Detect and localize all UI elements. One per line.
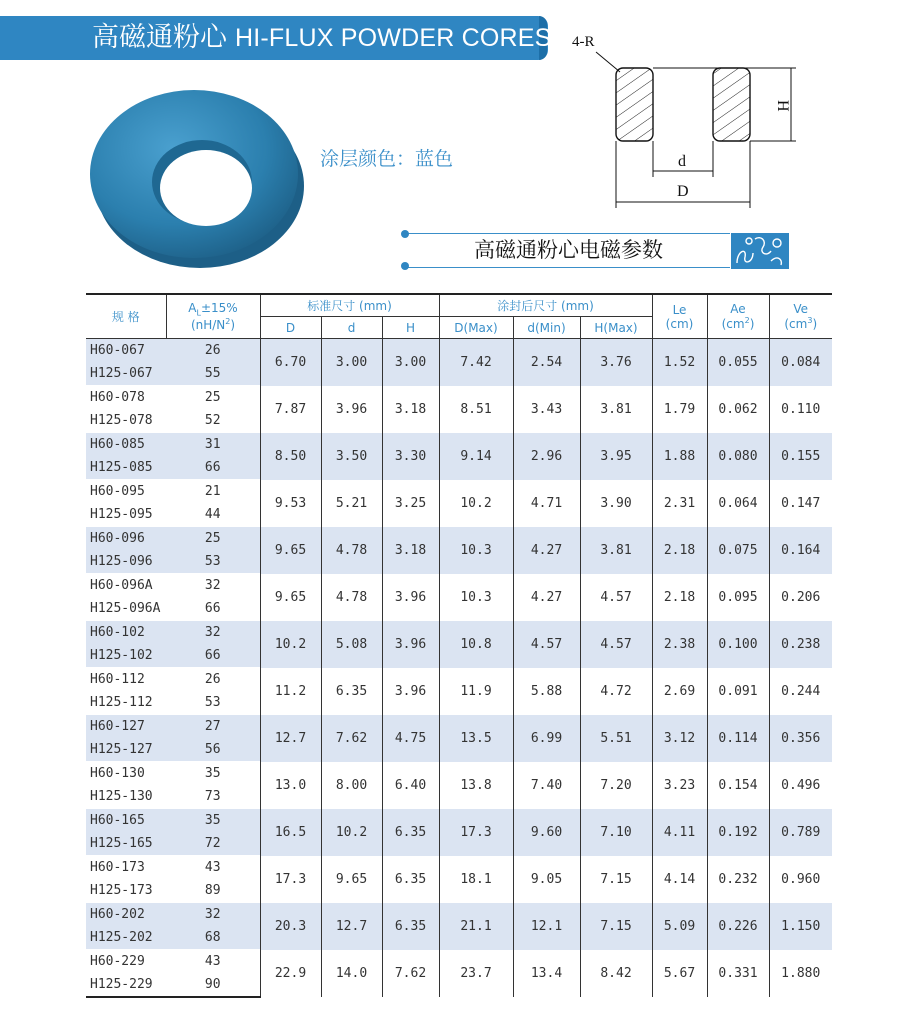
table-row <box>86 386 832 410</box>
col-ae-header <box>707 294 769 339</box>
al-subscript: L <box>196 308 201 318</box>
cell-dmax: 23.7 <box>439 950 513 998</box>
cell-dmin: 13.4 <box>513 950 580 998</box>
model-h125-cell: H125-173 <box>86 879 166 903</box>
cell-ve: 1.880 <box>769 950 832 998</box>
cell-hmax: 7.15 <box>580 903 652 950</box>
cell-d: 10.2 <box>260 621 321 668</box>
model-h125-cell: H125-096 <box>86 550 166 574</box>
cell-dmax: 7.42 <box>439 339 513 386</box>
col-dmin-header: d(Min) <box>513 317 580 339</box>
cell-d: 9.65 <box>321 856 382 903</box>
col-Dmax-header: D(Max) <box>439 317 513 339</box>
al-h125-cell: 55 <box>166 362 260 386</box>
cell-ve: 0.789 <box>769 809 832 856</box>
al-h125-cell: 66 <box>166 644 260 668</box>
table-row <box>86 339 832 363</box>
cell-ve: 0.164 <box>769 527 832 574</box>
cell-d: 9.53 <box>260 480 321 527</box>
cell-h: 3.30 <box>382 433 439 480</box>
cell-hmax: 5.51 <box>580 715 652 762</box>
bullet-dot <box>401 230 409 238</box>
cell-dmax: 13.8 <box>439 762 513 809</box>
ve-unit: (cm <box>784 317 808 331</box>
al-symbol: A <box>188 300 197 315</box>
model-h60-cell: H60-067 <box>86 339 166 363</box>
cell-dmax: 18.1 <box>439 856 513 903</box>
model-h60-cell: H60-078 <box>90 390 145 405</box>
cell-hmax: 7.15 <box>580 856 652 903</box>
cell-le: 3.23 <box>652 762 707 809</box>
col-d-header: d <box>321 317 382 339</box>
cell-d: 3.96 <box>321 386 382 433</box>
cell-h: 3.18 <box>382 386 439 433</box>
cell-dmin: 4.57 <box>513 621 580 668</box>
cell-le: 5.67 <box>652 950 707 998</box>
cell-h: 3.25 <box>382 480 439 527</box>
table-row <box>86 762 832 786</box>
al-h60-cell: 31 <box>166 433 260 457</box>
al-h125-cell: 66 <box>166 597 260 621</box>
model-h60-cell: H60-095 <box>90 484 145 499</box>
cell-le: 1.79 <box>652 386 707 433</box>
cell-ve: 0.110 <box>769 386 832 433</box>
cell-dmin: 4.27 <box>513 574 580 621</box>
cell-dmin: 4.71 <box>513 480 580 527</box>
cell-ve: 0.244 <box>769 668 832 715</box>
cell-le: 4.11 <box>652 809 707 856</box>
table-row <box>86 950 832 974</box>
spec-table-body <box>86 339 832 998</box>
radius-label: 4-R <box>572 34 595 50</box>
cell-hmax: 4.57 <box>580 621 652 668</box>
cell-dmax: 21.1 <box>439 903 513 950</box>
cell-ae: 0.095 <box>707 574 769 621</box>
al-h125-cell: 66 <box>166 456 260 480</box>
model-h125-cell: H125-085 <box>86 456 166 480</box>
model-h125-cell: H125-202 <box>86 926 166 950</box>
cell-d: 9.65 <box>260 574 321 621</box>
cell-hmax: 3.76 <box>580 339 652 386</box>
cell-d: 7.87 <box>260 386 321 433</box>
table-row <box>86 856 832 880</box>
cell-dmax: 13.5 <box>439 715 513 762</box>
bullet-dot <box>401 262 409 270</box>
page-title-cn: 高磁通粉心 <box>92 22 227 53</box>
cell-dmin: 7.40 <box>513 762 580 809</box>
cell-dmax: 10.8 <box>439 621 513 668</box>
cell-dmax: 10.3 <box>439 527 513 574</box>
cell-hmax: 4.57 <box>580 574 652 621</box>
cell-d: 9.65 <box>260 527 321 574</box>
cell-d: 17.3 <box>260 856 321 903</box>
cell-hmax: 3.81 <box>580 527 652 574</box>
cell-d: 13.0 <box>260 762 321 809</box>
al-h125-cell: 90 <box>166 973 260 997</box>
al-h60-cell: 43 <box>204 954 221 969</box>
al-h125-cell: 56 <box>166 738 260 762</box>
cell-h: 4.75 <box>382 715 439 762</box>
col-le-header <box>652 294 707 339</box>
model-h125-cell: H125-102 <box>86 644 166 668</box>
cell-h: 3.18 <box>382 527 439 574</box>
cell-hmax: 3.90 <box>580 480 652 527</box>
cell-ae: 0.075 <box>707 527 769 574</box>
al-h60-cell: 26 <box>204 672 221 687</box>
al-h125-cell: 72 <box>166 832 260 856</box>
cell-dmin: 3.43 <box>513 386 580 433</box>
cell-d: 3.50 <box>321 433 382 480</box>
table-row <box>86 715 832 739</box>
cell-hmax: 3.81 <box>580 386 652 433</box>
cell-h: 3.96 <box>382 621 439 668</box>
cell-le: 2.18 <box>652 574 707 621</box>
cell-d: 8.00 <box>321 762 382 809</box>
al-h60-cell: 32 <box>204 578 221 593</box>
table-row <box>86 574 832 598</box>
col-al-header <box>166 294 260 339</box>
cell-h: 3.96 <box>382 574 439 621</box>
al-tolerance: ±15% <box>200 300 238 315</box>
cell-dmin: 6.99 <box>513 715 580 762</box>
table-row <box>86 668 832 692</box>
model-h125-cell: H125-127 <box>86 738 166 762</box>
le-label: Le <box>672 302 687 317</box>
decorative-pattern-icon <box>731 233 789 269</box>
al-h60-cell: 25 <box>166 527 260 551</box>
cell-dmax: 17.3 <box>439 809 513 856</box>
page-title <box>92 18 552 58</box>
cell-le: 5.09 <box>652 903 707 950</box>
cell-ae: 0.100 <box>707 621 769 668</box>
cell-dmax: 8.51 <box>439 386 513 433</box>
coating-color-label: 涂层颜色：蓝色 <box>320 148 454 170</box>
model-h60-cell: H60-130 <box>90 766 145 781</box>
al-unit: (nH/N <box>190 318 226 333</box>
cell-dmax: 10.2 <box>439 480 513 527</box>
cell-d: 16.5 <box>260 809 321 856</box>
cell-h: 3.00 <box>382 339 439 386</box>
cell-ae: 0.114 <box>707 715 769 762</box>
cell-ve: 0.356 <box>769 715 832 762</box>
al-unit-exp: 2 <box>225 317 231 327</box>
al-unit-close: ) <box>230 318 236 333</box>
model-h60-cell: H60-165 <box>86 809 166 833</box>
cell-le: 2.18 <box>652 527 707 574</box>
cell-dmin: 9.60 <box>513 809 580 856</box>
cell-d: 6.70 <box>260 339 321 386</box>
cell-dmin: 4.27 <box>513 527 580 574</box>
cell-ve: 0.155 <box>769 433 832 480</box>
model-h60-cell: H60-127 <box>86 715 166 739</box>
cell-ve: 0.238 <box>769 621 832 668</box>
al-h60-cell: 27 <box>166 715 260 739</box>
cell-ve: 1.150 <box>769 903 832 950</box>
cell-hmax: 8.42 <box>580 950 652 998</box>
model-h60-cell: H60-096A <box>90 578 153 593</box>
cell-ae: 0.091 <box>707 668 769 715</box>
cell-ve: 0.147 <box>769 480 832 527</box>
cell-dmin: 2.96 <box>513 433 580 480</box>
cell-le: 4.14 <box>652 856 707 903</box>
col-spec-header: 规 格 <box>86 294 166 339</box>
model-h60-cell: H60-085 <box>86 433 166 457</box>
cell-h: 6.40 <box>382 762 439 809</box>
cell-le: 3.12 <box>652 715 707 762</box>
model-h60-cell: H60-229 <box>90 954 145 969</box>
cell-ve: 0.206 <box>769 574 832 621</box>
cell-h: 6.35 <box>382 856 439 903</box>
model-h125-cell: H125-165 <box>86 832 166 856</box>
cell-ae: 0.080 <box>707 433 769 480</box>
cell-ae: 0.232 <box>707 856 769 903</box>
table-row <box>86 433 832 457</box>
cell-ae: 0.064 <box>707 480 769 527</box>
cell-le: 2.31 <box>652 480 707 527</box>
cell-d: 7.62 <box>321 715 382 762</box>
al-h60-cell: 35 <box>204 766 221 781</box>
table-row <box>86 809 832 833</box>
cell-dmax: 11.9 <box>439 668 513 715</box>
model-h125-cell: H125-229 <box>86 973 166 997</box>
model-h125-cell: H125-067 <box>86 362 166 386</box>
al-h125-cell: 44 <box>166 503 260 527</box>
al-h125-cell: 52 <box>166 409 260 433</box>
al-h125-cell: 73 <box>166 785 260 809</box>
cell-d: 3.00 <box>321 339 382 386</box>
model-h125-cell: H125-112 <box>86 691 166 715</box>
toroid-core-image <box>82 74 312 274</box>
table-row <box>86 621 832 645</box>
cell-le: 2.69 <box>652 668 707 715</box>
cell-dmax: 9.14 <box>439 433 513 480</box>
params-title: 高磁通粉心电磁参数 <box>474 238 663 262</box>
al-h60-cell: 25 <box>204 390 221 405</box>
cell-dmin: 2.54 <box>513 339 580 386</box>
model-h60-cell: H60-112 <box>90 672 145 687</box>
cell-d: 14.0 <box>321 950 382 998</box>
ae-unit-close: ) <box>749 317 755 331</box>
al-h125-cell: 68 <box>166 926 260 950</box>
al-h60-cell: 32 <box>166 903 260 927</box>
cell-d: 12.7 <box>321 903 382 950</box>
cell-dmin: 9.05 <box>513 856 580 903</box>
outer-diameter-label: D <box>677 183 689 200</box>
inner-diameter-label: d <box>678 153 686 170</box>
cell-le: 2.38 <box>652 621 707 668</box>
table-row <box>86 527 832 551</box>
model-h125-cell: H125-130 <box>86 785 166 809</box>
cell-h: 7.62 <box>382 950 439 998</box>
cell-ve: 0.084 <box>769 339 832 386</box>
al-h125-cell: 53 <box>166 550 260 574</box>
al-h60-cell: 35 <box>166 809 260 833</box>
cell-d: 5.21 <box>321 480 382 527</box>
model-h60-cell: H60-173 <box>90 860 145 875</box>
cell-h: 3.96 <box>382 668 439 715</box>
cell-d: 11.2 <box>260 668 321 715</box>
col-std-dims-header: 标准尺寸 (mm) <box>260 294 439 317</box>
al-h60-cell: 21 <box>204 484 221 499</box>
cell-d: 12.7 <box>260 715 321 762</box>
cell-ae: 0.331 <box>707 950 769 998</box>
ve-unit-exp: 3 <box>807 316 813 325</box>
al-h60-cell: 26 <box>166 339 260 363</box>
al-h60-cell: 32 <box>166 621 260 645</box>
cell-ae: 0.055 <box>707 339 769 386</box>
cell-hmax: 7.20 <box>580 762 652 809</box>
col-Hmax-header: H(Max) <box>580 317 652 339</box>
al-h125-cell: 89 <box>166 879 260 903</box>
cell-d: 4.78 <box>321 574 382 621</box>
col-D-header: D <box>260 317 321 339</box>
model-h125-cell: H125-096A <box>86 597 166 621</box>
table-row <box>86 480 832 504</box>
model-h60-cell: H60-096 <box>86 527 166 551</box>
cell-d: 8.50 <box>260 433 321 480</box>
ae-unit: (cm <box>721 317 745 331</box>
ae-unit-exp: 2 <box>744 316 750 325</box>
cell-ae: 0.192 <box>707 809 769 856</box>
cell-h: 6.35 <box>382 809 439 856</box>
col-ve-header <box>769 294 832 339</box>
cell-hmax: 7.10 <box>580 809 652 856</box>
page-title-en: HI-FLUX POWDER CORES <box>235 24 552 52</box>
cell-d: 10.2 <box>321 809 382 856</box>
ae-label: Ae <box>730 302 746 316</box>
model-h60-cell: H60-102 <box>86 621 166 645</box>
ve-label: Ve <box>793 302 809 316</box>
al-h125-cell: 53 <box>166 691 260 715</box>
cell-ve: 0.496 <box>769 762 832 809</box>
cell-d: 5.08 <box>321 621 382 668</box>
cell-hmax: 3.95 <box>580 433 652 480</box>
model-h60-cell: H60-202 <box>86 903 166 927</box>
cell-ae: 0.226 <box>707 903 769 950</box>
cell-hmax: 4.72 <box>580 668 652 715</box>
height-label: H <box>774 100 791 112</box>
cell-le: 1.88 <box>652 433 707 480</box>
cell-le: 1.52 <box>652 339 707 386</box>
cell-d: 20.3 <box>260 903 321 950</box>
al-h60-cell: 43 <box>204 860 221 875</box>
model-h125-cell: H125-095 <box>86 503 166 527</box>
cell-ve: 0.960 <box>769 856 832 903</box>
col-coated-dims-header: 涂封后尺寸 (mm) <box>439 294 652 317</box>
cell-d: 6.35 <box>321 668 382 715</box>
dimension-diagram <box>560 22 820 222</box>
ve-unit-close: ) <box>812 317 818 331</box>
cell-dmax: 10.3 <box>439 574 513 621</box>
cell-dmin: 5.88 <box>513 668 580 715</box>
table-row <box>86 903 832 927</box>
cell-d: 22.9 <box>260 950 321 998</box>
cell-ae: 0.154 <box>707 762 769 809</box>
cell-dmin: 12.1 <box>513 903 580 950</box>
model-h125-cell: H125-078 <box>86 409 166 433</box>
le-unit: (cm) <box>665 316 694 331</box>
col-H-header: H <box>382 317 439 339</box>
cell-d: 4.78 <box>321 527 382 574</box>
spec-table <box>86 293 832 998</box>
cell-h: 6.35 <box>382 903 439 950</box>
cell-ae: 0.062 <box>707 386 769 433</box>
